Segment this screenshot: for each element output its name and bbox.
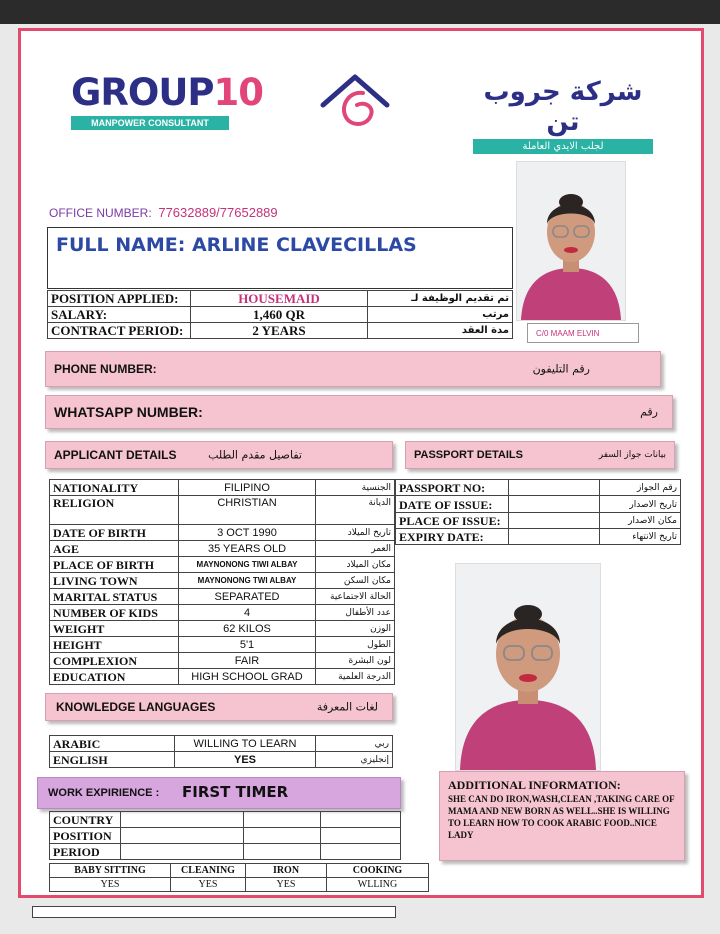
- languages-table: [49, 735, 393, 768]
- phone-label: PHONE NUMBER:: [54, 362, 157, 376]
- expiry-date-label-ar: تاريخ الانتهاء: [600, 529, 681, 545]
- applicant-label-ar: مكان السكن: [316, 573, 395, 589]
- place-of-issue-value: [509, 513, 600, 529]
- work-experience-label: WORK EXPIRIENCE :: [48, 787, 160, 799]
- applicant-label: HEIGHT: [50, 637, 179, 653]
- date-of-issue-label: DATE OF ISSUE:: [396, 496, 509, 513]
- applicant-row: [50, 480, 395, 496]
- skill-value: YES: [246, 878, 327, 892]
- group10-logo: [71, 71, 263, 130]
- work-cell: [121, 828, 244, 844]
- passport-no-label: PASSPORT NO:: [396, 480, 509, 496]
- work-cell: [321, 844, 401, 860]
- top-window-bar: [0, 0, 720, 24]
- applicant-label: LIVING TOWN: [50, 573, 179, 589]
- whatsapp-label-ar: رقم: [640, 405, 658, 419]
- portrait-image-large: [456, 564, 600, 770]
- arabic-label: ARABIC: [50, 736, 175, 752]
- applicant-details-bar: [45, 441, 393, 469]
- place-of-issue-label: PLACE OF ISSUE:: [396, 513, 509, 529]
- care-of-box: C/0 MAAM ELVIN: [527, 323, 639, 343]
- job-label: CONTRACT PERIOD:: [48, 323, 191, 339]
- skill-header: CLEANING: [171, 864, 246, 878]
- applicant-value: 35 YEARS OLD: [179, 541, 316, 557]
- applicant-row: [50, 653, 395, 669]
- languages-label-ar: لغات المعرفة: [316, 700, 378, 714]
- work-experience-bar: [37, 777, 401, 809]
- applicant-photo-top: [516, 161, 626, 321]
- job-label-ar: تم تقديم الوظيفة لـ: [368, 291, 513, 307]
- skills-table: [49, 863, 429, 892]
- language-row: [50, 752, 393, 768]
- work-cell: [321, 828, 401, 844]
- applicant-details-label: APPLICANT DETAILS: [54, 448, 177, 462]
- applicant-label-ar: مكان الميلاد: [316, 557, 395, 573]
- skill-value: WLLING: [327, 878, 429, 892]
- applicant-label-ar: الديانة: [316, 496, 395, 525]
- applicant-row: [50, 525, 395, 541]
- job-label: POSITION APPLIED:: [48, 291, 191, 307]
- work-experience-value: FIRST TIMER: [182, 783, 289, 801]
- whatsapp-label: WHATSAPP NUMBER:: [54, 404, 203, 420]
- applicant-label: WEIGHT: [50, 621, 179, 637]
- passport-table: [395, 479, 681, 545]
- additional-info-box: [439, 771, 685, 861]
- job-value: 2 YEARS: [191, 323, 368, 339]
- applicant-label: DATE OF BIRTH: [50, 525, 179, 541]
- applicant-details-label-ar: تفاصيل مقدم الطلب: [208, 448, 302, 462]
- applicant-row: [50, 589, 395, 605]
- applicant-row: [50, 573, 395, 589]
- applicant-value: HIGH SCHOOL GRAD: [179, 669, 316, 685]
- skill-value: YES: [50, 878, 171, 892]
- applicant-row: [50, 557, 395, 573]
- work-row: [50, 812, 401, 828]
- applicant-table: [49, 479, 395, 685]
- portrait-image: [517, 162, 625, 320]
- logo-ar-subtitle: لجلب الايدي العاملة: [473, 139, 653, 154]
- phone-number-bar: [45, 351, 661, 387]
- passport-row: [396, 480, 681, 496]
- office-value: 77632889/77652889: [158, 205, 278, 220]
- english-label: ENGLISH: [50, 752, 175, 768]
- applicant-label-ar: تاريخ الميلاد: [316, 525, 395, 541]
- work-cell: [244, 812, 321, 828]
- full-name: FULL NAME: ARLINE CLAVECILLAS: [56, 234, 417, 256]
- applicant-label: EDUCATION: [50, 669, 179, 685]
- period-label: PERIOD: [50, 844, 121, 860]
- passport-row: [396, 513, 681, 529]
- applicant-label-ar: عدد الأطفال: [316, 605, 395, 621]
- passport-row: [396, 529, 681, 545]
- applicant-label-ar: الوزن: [316, 621, 395, 637]
- expiry-date-value: [509, 529, 600, 545]
- applicant-value: FILIPINO: [179, 480, 316, 496]
- applicant-label-ar: الطول: [316, 637, 395, 653]
- additional-info-body: SHE CAN DO IRON,WASH,CLEAN ,TAKING CARE OF MAMA AND NEW BORN AS WELL..SHE IS WILLING TO LEARN HOW TO COOK ARABIC FOOD..NICE LADY: [448, 794, 675, 840]
- additional-info-title: ADDITIONAL INFORMATION:: [448, 778, 621, 792]
- date-of-issue-label-ar: تاريخ الاصدار: [600, 496, 681, 513]
- work-cell: [244, 844, 321, 860]
- work-cell: [244, 828, 321, 844]
- applicant-value: FAIR: [179, 653, 316, 669]
- skills-value-row: [50, 878, 429, 892]
- job-row: [48, 291, 513, 307]
- language-row: [50, 736, 393, 752]
- footer-empty-box: [32, 906, 396, 918]
- applicant-label-ar: لون البشرة: [316, 653, 395, 669]
- place-of-issue-label-ar: مكان الاصدار: [600, 513, 681, 529]
- work-cell: [321, 812, 401, 828]
- applicant-row: [50, 669, 395, 685]
- applicant-value: 4: [179, 605, 316, 621]
- applicant-value: MAYNONONG TIWI ALBAY: [179, 557, 316, 573]
- applicant-value: CHRISTIAN: [179, 496, 316, 525]
- applicant-label-ar: العمر: [316, 541, 395, 557]
- job-row: [48, 307, 513, 323]
- job-label: SALARY:: [48, 307, 191, 323]
- languages-label: KNOWLEDGE LANGUAGES: [56, 700, 216, 714]
- skill-header: COOKING: [327, 864, 429, 878]
- applicant-value: 3 OCT 1990: [179, 525, 316, 541]
- applicant-photo-bottom: [455, 563, 601, 771]
- house-emblem-icon: [319, 71, 391, 133]
- applicant-label: NUMBER OF KIDS: [50, 605, 179, 621]
- applicant-value: SEPARATED: [179, 589, 316, 605]
- passport-no-value: [509, 480, 600, 496]
- work-cell: [121, 844, 244, 860]
- applicant-row: [50, 605, 395, 621]
- applicant-label: RELIGION: [50, 496, 179, 525]
- applicant-row: [50, 637, 395, 653]
- applicant-label-ar: الجنسية: [316, 480, 395, 496]
- job-label-ar: مدة العقد: [368, 323, 513, 339]
- applicant-row: [50, 496, 395, 525]
- passport-details-label: PASSPORT DETAILS: [414, 449, 523, 461]
- applicant-label-ar: الدرجة العلمية: [316, 669, 395, 685]
- skill-header: IRON: [246, 864, 327, 878]
- skill-value: YES: [171, 878, 246, 892]
- logo-en-text: GROUP: [71, 71, 214, 114]
- full-name-box: [47, 227, 513, 289]
- cv-page: [18, 28, 704, 898]
- arabic-value: WILLING TO LEARN: [175, 736, 316, 752]
- phone-label-ar: رقم التليفون: [532, 362, 590, 376]
- expiry-date-label: EXPIRY DATE:: [396, 529, 509, 545]
- applicant-label: NATIONALITY: [50, 480, 179, 496]
- passport-no-label-ar: رقم الجواز: [600, 480, 681, 496]
- passport-row: [396, 496, 681, 513]
- applicant-label: PLACE OF BIRTH: [50, 557, 179, 573]
- arabic-label-ar: ربي: [316, 736, 393, 752]
- applicant-label-ar: الحالة الاجتماعية: [316, 589, 395, 605]
- english-value: YES: [175, 752, 316, 768]
- position-label: POSITION: [50, 828, 121, 844]
- applicant-label: AGE: [50, 541, 179, 557]
- applicant-value: 5'1: [179, 637, 316, 653]
- applicant-row: [50, 621, 395, 637]
- job-table: [47, 290, 513, 339]
- work-row: [50, 828, 401, 844]
- job-value: 1,460 QR: [191, 307, 368, 323]
- job-label-ar: مرتب: [368, 307, 513, 323]
- whatsapp-number-bar: [45, 395, 673, 429]
- passport-details-bar: [405, 441, 675, 469]
- logo-number: 10: [213, 71, 263, 114]
- work-table: [49, 811, 401, 860]
- job-value: HOUSEMAID: [191, 291, 368, 307]
- arabic-logo: [473, 77, 653, 154]
- office-label: OFFICE NUMBER:: [49, 206, 152, 220]
- applicant-value: 62 KILOS: [179, 621, 316, 637]
- applicant-row: [50, 541, 395, 557]
- work-cell: [121, 812, 244, 828]
- skill-header: BABY SITTING: [50, 864, 171, 878]
- office-number: [49, 205, 278, 220]
- logo-en-subtitle: MANPOWER CONSULTANT: [71, 116, 229, 130]
- logo-ar-text: شركة جروب تن: [483, 77, 643, 137]
- languages-bar: [45, 693, 393, 721]
- applicant-value: MAYNONONG TWI ALBAY: [179, 573, 316, 589]
- english-label-ar: إنجليزي: [316, 752, 393, 768]
- date-of-issue-value: [509, 496, 600, 513]
- job-row: [48, 323, 513, 339]
- skills-header-row: [50, 864, 429, 878]
- passport-details-label-ar: بيانات جواز السفر: [598, 450, 666, 460]
- applicant-label: MARITAL STATUS: [50, 589, 179, 605]
- country-label: COUNTRY: [50, 812, 121, 828]
- applicant-label: COMPLEXION: [50, 653, 179, 669]
- work-row: [50, 844, 401, 860]
